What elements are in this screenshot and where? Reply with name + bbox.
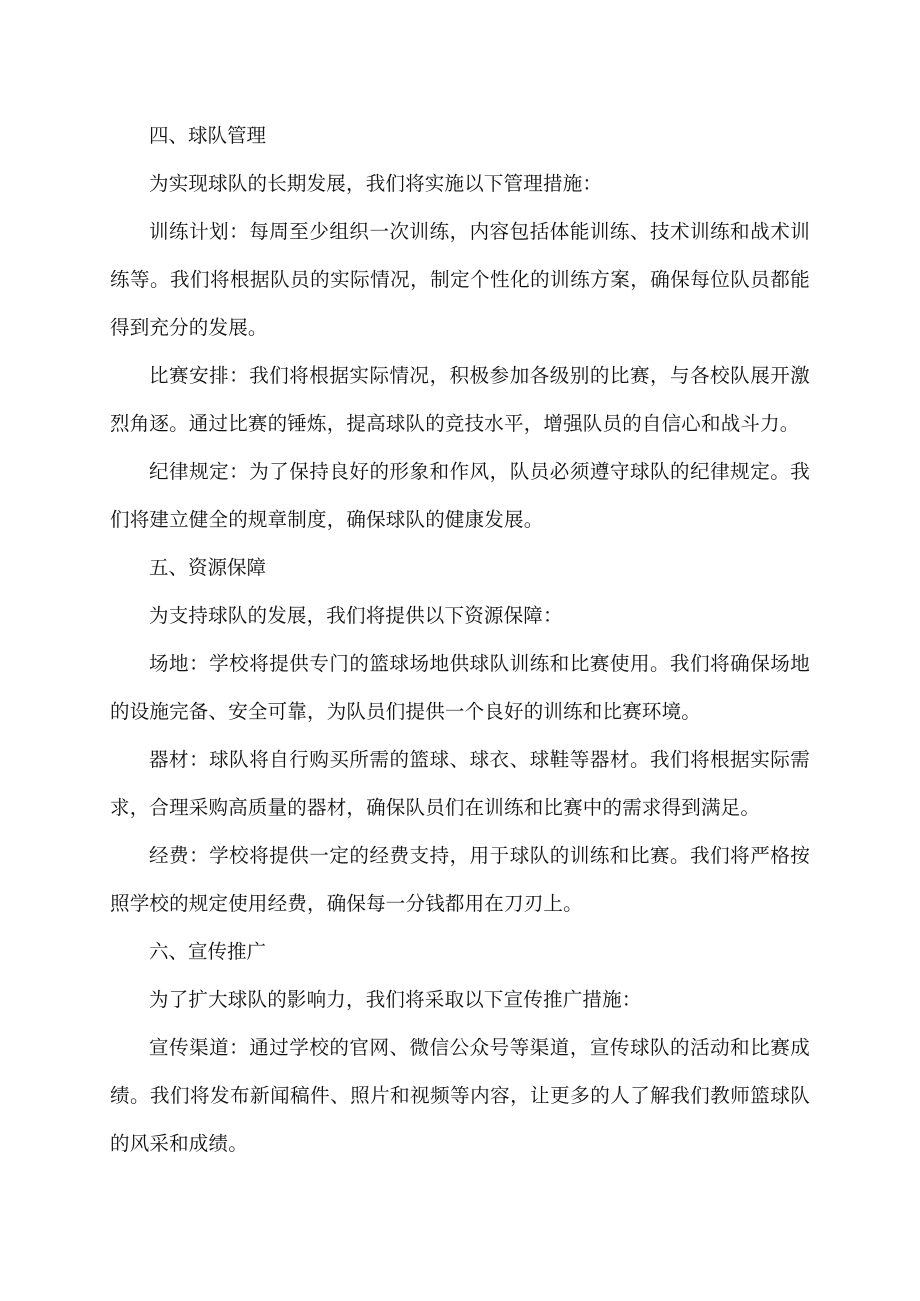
paragraph-training-plan: 训练计划：每周至少组织一次训练，内容包括体能训练、技术训练和战术训练等。我们将根据队员的实际情况，制定个性化的训练方案，确保每位队员都能得到充分的发展。	[110, 220, 810, 339]
paragraph-discipline-rules: 纪律规定：为了保持良好的形象和作风，队员必须遵守球队的纪律规定。我们将建立健全的规章制度，确保球队的健康发展。	[110, 460, 810, 531]
paragraph-venue: 场地：学校将提供专门的篮球场地供球队训练和比赛使用。我们将确保场地的设施完备、安全可靠，为队员们提供一个良好的训练和比赛环境。	[110, 652, 810, 723]
section-heading-resource-support: 五、资源保障	[149, 556, 267, 579]
section-heading-publicity: 六、宣传推广	[149, 940, 267, 963]
paragraph-publicity-channels: 宣传渠道：通过学校的官网、微信公众号等渠道，宣传球队的活动和比赛成绩。我们将发布新闻稿件、照片和视频等内容，让更多的人了解我们教师篮球队的风采和成绩。	[110, 1036, 810, 1155]
paragraph-equipment: 器材：球队将自行购买所需的篮球、球衣、球鞋等器材。我们将根据实际需求，合理采购高质量的器材，确保队员们在训练和比赛中的需求得到满足。	[110, 748, 810, 819]
paragraph-publicity-intro: 为了扩大球队的影响力，我们将采取以下宣传推广措施：	[149, 988, 642, 1011]
document-page	[110, 112, 810, 1168]
paragraph-match-arrangement: 比赛安排：我们将根据实际情况，积极参加各级别的比赛，与各校队展开激烈角逐。通过比赛的锤炼，提高球队的竞技水平，增强队员的自信心和战斗力。	[110, 364, 810, 435]
paragraph-funding: 经费：学校将提供一定的经费支持，用于球队的训练和比赛。我们将严格按照学校的规定使用经费，确保每一分钱都用在刀刃上。	[110, 844, 810, 915]
paragraph-resource-intro: 为支持球队的发展，我们将提供以下资源保障：	[149, 604, 563, 627]
paragraph-management-intro: 为实现球队的长期发展，我们将实施以下管理措施：	[149, 172, 603, 195]
section-heading-team-management: 四、球队管理	[149, 124, 267, 147]
